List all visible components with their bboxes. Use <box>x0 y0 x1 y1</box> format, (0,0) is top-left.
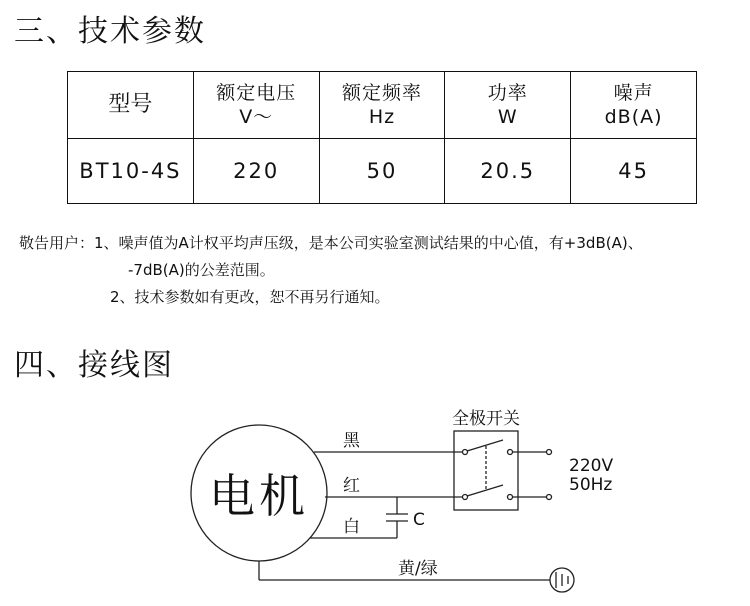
specs-table <box>67 71 697 204</box>
header-noise: 噪声 dB(A) <box>571 72 697 139</box>
supply-voltage: 220V <box>569 456 614 476</box>
header-model: 型号 <box>68 72 194 139</box>
cell-noise: 45 <box>571 139 697 204</box>
supply-terminal-1 <box>547 450 552 455</box>
section-title-wiring: 四、接线图 <box>14 348 174 383</box>
wire-black-label: 黑 <box>343 431 360 451</box>
table-header-row <box>68 72 697 139</box>
wire-red-label: 红 <box>343 476 360 496</box>
motor-label: 电机 <box>209 469 309 523</box>
notice-line-3: 2、技术参数如有更改，恕不再另行通知。 <box>110 288 390 306</box>
header-power: 功率 W <box>445 72 571 139</box>
header-rated-frequency: 额定频率 Hz <box>319 72 445 139</box>
wiring-diagram <box>0 395 750 606</box>
switch-label: 全极开关 <box>452 409 520 429</box>
earth-icon <box>550 568 574 592</box>
wire-white-label: 白 <box>343 517 360 537</box>
ground-wire-label: 黄/绿 <box>398 559 438 579</box>
cell-model: BT10-4S <box>68 139 194 204</box>
notice-line-1: 敬告用户：1、噪声值为A计权平均声压级，是本公司实验室测试结果的中心值，有+3dB(A)、 <box>19 234 643 252</box>
cell-power: 20.5 <box>445 139 571 204</box>
cell-voltage: 220 <box>193 139 319 204</box>
capacitor <box>386 497 408 538</box>
capacitor-label: C <box>413 510 425 530</box>
switch-contacts <box>463 440 513 500</box>
header-rated-voltage: 额定电压 V～ <box>193 72 319 139</box>
section-title-specs: 三、技术参数 <box>14 14 206 49</box>
cell-frequency: 50 <box>319 139 445 204</box>
supply-terminal-2 <box>547 495 552 500</box>
table-row <box>68 139 697 204</box>
notice-line-2: -7dB(A)的公差范围。 <box>128 261 275 279</box>
supply-frequency: 50Hz <box>569 475 613 495</box>
